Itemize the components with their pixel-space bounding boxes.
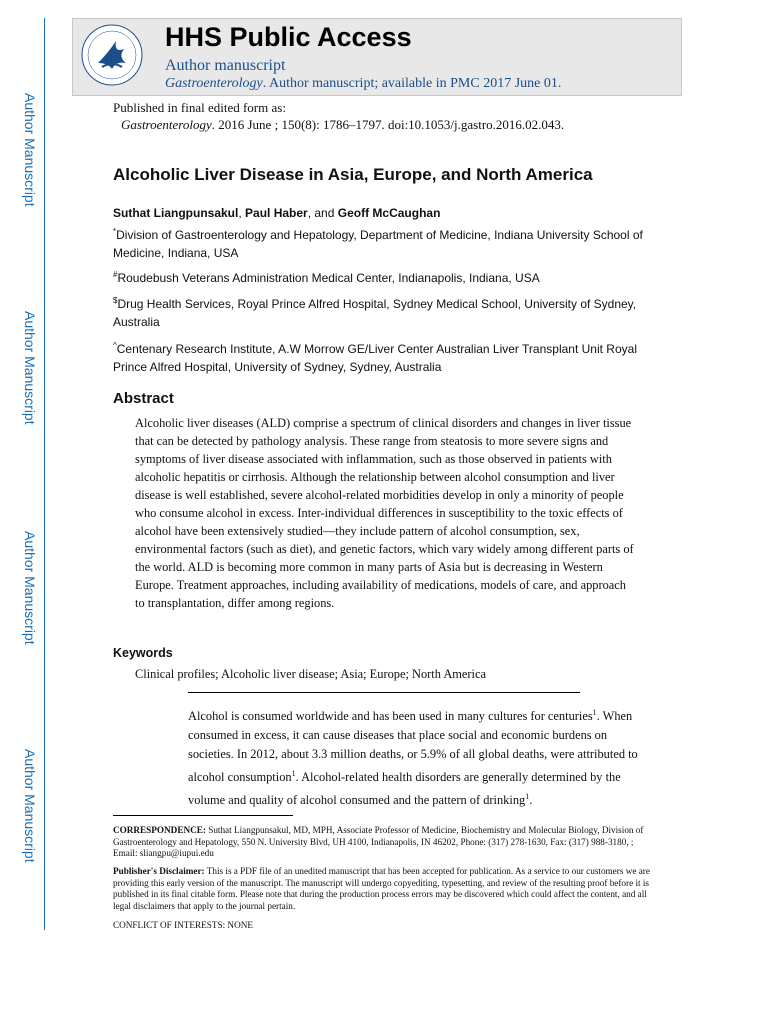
- keywords-list: Clinical profiles; Alcoholic liver disease; Asia; Europe; North America: [135, 667, 486, 681]
- affiliation-mark: #: [113, 270, 118, 279]
- author-name: Paul Haber: [245, 206, 308, 220]
- author-manuscript-subtitle: Author manuscript: [165, 57, 286, 74]
- affiliation-text: Roudebush Veterans Administration Medical Center, Indianapolis, Indiana, USA: [117, 271, 540, 285]
- affiliation-text: Division of Gastroenterology and Hepatology, Department of Medicine, Indiana University School of Medicine, Indiana, USA: [113, 228, 643, 260]
- reference-marker[interactable]: 1: [592, 708, 597, 717]
- conflict-of-interest: CONFLICT OF INTERESTS: NONE: [113, 920, 253, 930]
- correspondence-label: CORRESPONDENCE:: [113, 825, 206, 835]
- reference-marker[interactable]: 1: [525, 792, 530, 802]
- abstract-heading: Abstract: [113, 390, 174, 407]
- abstract-text: Alcoholic liver diseases (ALD) comprise a spectrum of clinical disorders and changes in liver tissue that can be detected by pathology analysis. These range from steatosis to more severe signs and symptoms of liver disease associated with inflammation, such as those observed in patients with alcoholic hepatitis or cirrhosis. Although the relationship between alcohol consumption and liver disease is well established, severe alcohol-related morbidities develop in only a minority of people who consume alcohol in excess. Inter-individual differences in susceptibility to the toxic effects of alcohol have been extensively studied—they include pattern of alcohol consumption, sex, environmental factors (such as diet), and genetic factors, which vary widely among different parts of the world. ALD is becoming more common in many parts of Asia but is decreasing in Western Europe. Treatment approaches, including availability of medications, models of care, and approach to transplantation, differ among regions.: [135, 416, 634, 610]
- author-name: Suthat Liangpunsakul: [113, 206, 239, 220]
- reference-marker[interactable]: 1: [291, 769, 296, 779]
- author-list: [113, 206, 440, 220]
- footnote-divider: [113, 815, 293, 816]
- affiliation: [113, 337, 673, 376]
- affiliation-text: Drug Health Services, Royal Prince Alfred Hospital, Sydney Medical School, University of Sydney, Australia: [113, 297, 637, 329]
- disclaimer-text: This is a PDF file of an unedited manuscript that has been accepted for publication. As a service to our customers we are providing this early version of the manuscript. The manuscript will undergo copyediting, typesetting, and review of the resulting proof before it is published in its final citable form. Please note that during the production process errors may be discovered which could affect the content, and all legal disclaimers that apply to the journal pertain.: [113, 866, 650, 911]
- published-form-label: Published in final edited form as:: [113, 100, 286, 115]
- journal-availability-note: . Author manuscript; available in PMC 2017 June 01.: [262, 76, 562, 91]
- publication-citation: [121, 117, 564, 133]
- hhs-eagle-logo-icon: [80, 23, 144, 87]
- affiliation-mark: *: [113, 227, 117, 236]
- intro-text: . When consumed in excess, it can cause diseases that place social and economic burdens on societies. In 2012, about 3.3 million deaths, or 5.9% of all global deaths, were attributed to alcohol consumption: [188, 709, 638, 785]
- article-title: Alcoholic Liver Disease in Asia, Europe, and North America: [113, 165, 593, 184]
- author-separator: , and: [307, 206, 338, 220]
- hhs-public-access-title: HHS Public Access: [165, 22, 412, 52]
- affiliation: [113, 266, 673, 287]
- disclaimer-label: Publisher's Disclaimer:: [113, 866, 205, 876]
- intro-text: . Alcohol-related health disorders are generally determined by the volume and quality of alcohol consumed and the pattern of drinking: [188, 770, 621, 808]
- keywords-heading: Keywords: [113, 646, 173, 660]
- citation-details: . 2016 June ; 150(8): 1786–1797. doi:10.1053/j.gastro.2016.02.043.: [211, 117, 565, 132]
- intro-text: Alcohol is consumed worldwide and has been used in many cultures for centuries: [188, 709, 593, 724]
- intro-text: .: [529, 793, 533, 808]
- sidebar-label-author-manuscript: Author Manuscript: [22, 311, 38, 425]
- sidebar-label-author-manuscript: Author Manuscript: [22, 93, 38, 207]
- author-separator: ,: [238, 206, 246, 220]
- journal-availability-line: [165, 76, 561, 92]
- intro-paragraph: [188, 703, 648, 810]
- affiliation-text: Centenary Research Institute, A.W Morrow GE/Liver Center Australian Liver Transplant Unit Royal Prince Alfred Hospital, University of Sydney, Sydney, Australia: [113, 342, 637, 374]
- affiliation-mark: $: [113, 296, 118, 305]
- affiliation: [113, 223, 673, 262]
- affiliation: [113, 292, 673, 331]
- journal-name: Gastroenterology: [165, 76, 263, 91]
- citation-journal: Gastroenterology: [121, 117, 212, 132]
- affiliation-mark: ^: [113, 341, 117, 350]
- author-name: Geoff McCaughan: [337, 206, 441, 220]
- sidebar-label-author-manuscript: Author Manuscript: [22, 531, 38, 645]
- sidebar-label-author-manuscript: Author Manuscript: [22, 749, 38, 863]
- correspondence-text: Suthat Liangpunsakul, MD, MPH, Associate Professor of Medicine, Biochemistry and Molecular Biology, Division of Gastroenterology and Hepatology, 550 N. University Blvd, UH 4100, Indianapolis, IN 46202, Phone: (317) 278-1630, Fax: (317) 988-3180, ; Email: sliangpu@iupui.edu: [113, 825, 644, 858]
- publisher-disclaimer: [113, 866, 653, 912]
- correspondence-footnote: [113, 825, 653, 860]
- section-divider: [188, 692, 580, 693]
